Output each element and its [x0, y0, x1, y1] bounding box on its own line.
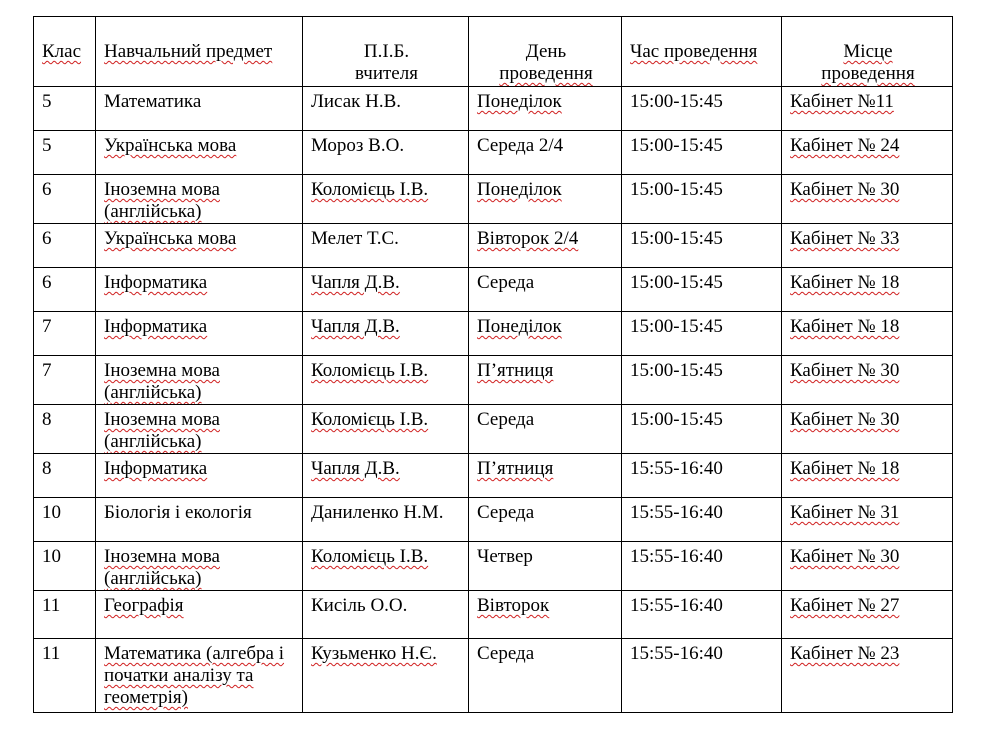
class-cell: 6: [34, 175, 96, 224]
class-cell: 8: [34, 454, 96, 498]
header-time: Час проведення: [622, 17, 782, 87]
header-row: [34, 17, 953, 87]
time-cell: 15:55-16:40: [622, 591, 782, 639]
teacher-cell: Коломієць І.В.: [303, 542, 469, 591]
day-cell: Вівторок: [469, 591, 622, 639]
room-cell: Кабінет № 33: [782, 224, 953, 268]
time-cell: 15:00-15:45: [622, 312, 782, 356]
time-cell: 15:55-16:40: [622, 454, 782, 498]
table-row: [34, 224, 953, 268]
teacher-cell: Лисак Н.В.: [303, 87, 469, 131]
subject-cell: Інформатика: [96, 312, 303, 356]
room-cell: Кабінет №11: [782, 87, 953, 131]
teacher-cell: Кисіль О.О.: [303, 591, 469, 639]
class-cell: 7: [34, 356, 96, 405]
room-cell: Кабінет № 18: [782, 312, 953, 356]
header-place: Місце проведення: [782, 17, 953, 87]
table-row: [34, 268, 953, 312]
subject-cell: Українська мова: [96, 131, 303, 175]
table-row: [34, 312, 953, 356]
subject-cell: Іноземна мова (англійська): [96, 356, 303, 405]
time-cell: 15:00-15:45: [622, 175, 782, 224]
time-cell: 15:00-15:45: [622, 268, 782, 312]
class-cell: 5: [34, 87, 96, 131]
class-cell: 11: [34, 639, 96, 713]
subject-cell: Іноземна мова (англійська): [96, 175, 303, 224]
subject-cell: Іноземна мова (англійська): [96, 542, 303, 591]
subject-cell: Географія: [96, 591, 303, 639]
teacher-cell: Чапля Д.В.: [303, 312, 469, 356]
class-cell: 6: [34, 224, 96, 268]
teacher-cell: Чапля Д.В.: [303, 268, 469, 312]
teacher-cell: Коломієць І.В.: [303, 405, 469, 454]
teacher-cell: Кузьменко Н.Є.: [303, 639, 469, 713]
table-row: [34, 542, 953, 591]
day-cell: Середа: [469, 498, 622, 542]
day-cell: Середа: [469, 405, 622, 454]
teacher-cell: Даниленко Н.М.: [303, 498, 469, 542]
day-cell: Вівторок 2/4: [469, 224, 622, 268]
room-cell: Кабінет № 24: [782, 131, 953, 175]
teacher-cell: Мороз В.О.: [303, 131, 469, 175]
room-cell: Кабінет № 30: [782, 175, 953, 224]
class-cell: 10: [34, 498, 96, 542]
class-cell: 5: [34, 131, 96, 175]
subject-cell: Математика: [96, 87, 303, 131]
table-row: [34, 498, 953, 542]
day-cell: П’ятниця: [469, 454, 622, 498]
header-teacher: П.І.Б. вчителя: [303, 17, 469, 87]
class-cell: 11: [34, 591, 96, 639]
header-class: Клас: [34, 17, 96, 87]
subject-cell: Інформатика: [96, 268, 303, 312]
time-cell: 15:00-15:45: [622, 356, 782, 405]
room-cell: Кабінет № 31: [782, 498, 953, 542]
time-cell: 15:00-15:45: [622, 131, 782, 175]
room-cell: Кабінет № 18: [782, 454, 953, 498]
subject-cell: Біологія і екологія: [96, 498, 303, 542]
class-cell: 10: [34, 542, 96, 591]
subject-cell: Математика (алгебра і початки аналізу та геометрія): [96, 639, 303, 713]
table-row: [34, 639, 953, 713]
time-cell: 15:00-15:45: [622, 87, 782, 131]
day-cell: П’ятниця: [469, 356, 622, 405]
room-cell: Кабінет № 18: [782, 268, 953, 312]
time-cell: 15:00-15:45: [622, 224, 782, 268]
day-cell: Середа: [469, 268, 622, 312]
subject-cell: Іноземна мова (англійська): [96, 405, 303, 454]
time-cell: 15:55-16:40: [622, 498, 782, 542]
teacher-cell: Мелет Т.С.: [303, 224, 469, 268]
time-cell: 15:55-16:40: [622, 639, 782, 713]
teacher-cell: Коломієць І.В.: [303, 175, 469, 224]
table-row: [34, 454, 953, 498]
day-cell: Четвер: [469, 542, 622, 591]
table-row: [34, 356, 953, 405]
day-cell: Понеділок: [469, 312, 622, 356]
room-cell: Кабінет № 30: [782, 356, 953, 405]
time-cell: 15:00-15:45: [622, 405, 782, 454]
day-cell: Середа: [469, 639, 622, 713]
header-day: День проведення: [469, 17, 622, 87]
day-cell: Понеділок: [469, 175, 622, 224]
day-cell: Середа 2/4: [469, 131, 622, 175]
room-cell: Кабінет № 30: [782, 405, 953, 454]
table-row: [34, 591, 953, 639]
table-row: [34, 131, 953, 175]
day-cell: Понеділок: [469, 87, 622, 131]
schedule-table: [33, 16, 953, 713]
teacher-cell: Чапля Д.В.: [303, 454, 469, 498]
room-cell: Кабінет № 30: [782, 542, 953, 591]
header-subject: Навчальний предмет: [96, 17, 303, 87]
subject-cell: Інформатика: [96, 454, 303, 498]
table-row: [34, 405, 953, 454]
class-cell: 8: [34, 405, 96, 454]
subject-cell: Українська мова: [96, 224, 303, 268]
teacher-cell: Коломієць І.В.: [303, 356, 469, 405]
time-cell: 15:55-16:40: [622, 542, 782, 591]
room-cell: Кабінет № 27: [782, 591, 953, 639]
class-cell: 6: [34, 268, 96, 312]
room-cell: Кабінет № 23: [782, 639, 953, 713]
table-row: [34, 87, 953, 131]
table-row: [34, 175, 953, 224]
class-cell: 7: [34, 312, 96, 356]
